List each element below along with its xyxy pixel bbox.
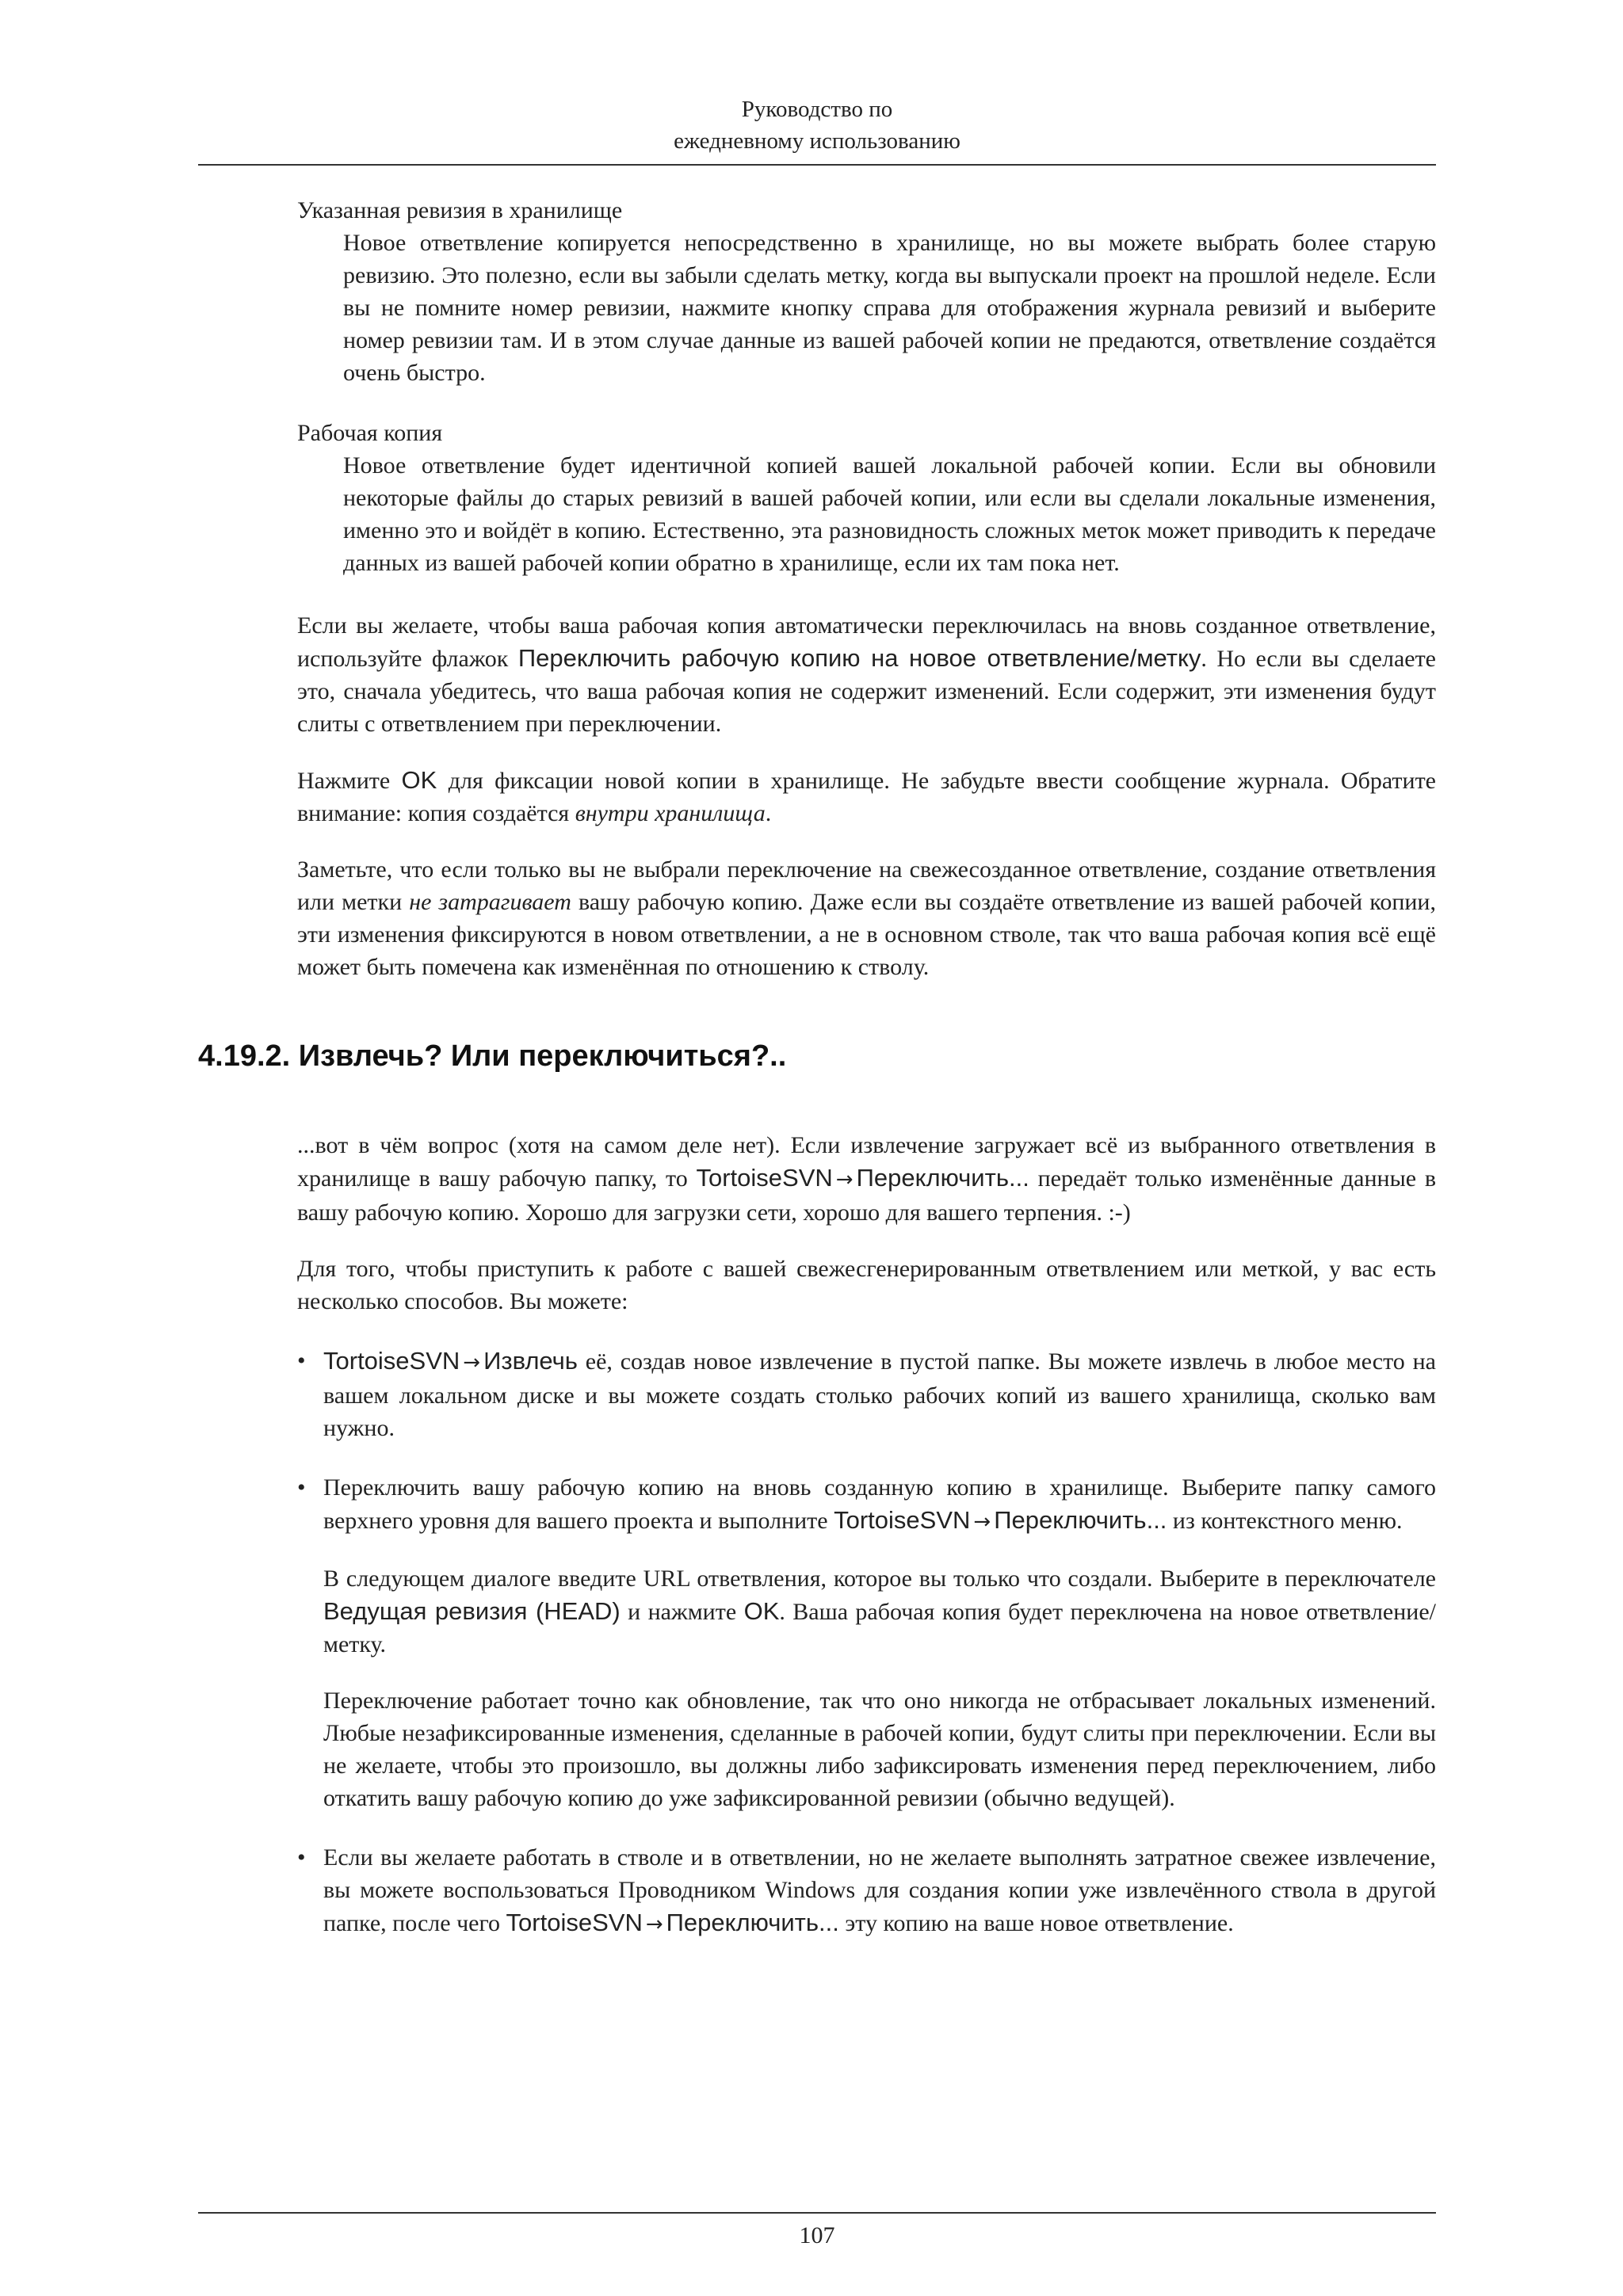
ui-menu-checkout: Извлечь [483,1347,578,1375]
ui-menu-tortoisesvn: TortoiseSVN [323,1347,460,1375]
ui-menu-switch: Переключить... [994,1506,1167,1534]
ui-checkbox-label: Переключить рабочую копию на новое ответвление/метку [517,644,1201,672]
paragraph-switch-checkbox: Если вы желаете, чтобы ваша рабочая копия автоматически переключилась на вновь созданное ответвление, используйте флажок Переключить рабочую копию на новое ответвление/метку. Но если вы сделаете это, сначала убедитесь, что ваша рабочая копия не содержит изменений. Если содержит, эти изменения будут слиты с ответвлением при переключении. [297,612,1436,737]
bullet-icon: • [297,1348,306,1374]
ui-menu-switch: Переключить... [666,1909,839,1936]
paragraph-intro: ...вот в чём вопрос (хотя на самом деле нет). Если извлечение загружает всё из выбранного ответвления в хранилище в вашу рабочую папку, то TortoiseSVN → Переключить... передаёт только изменённые данные в вашу рабочую копию. Хорошо для загрузки сети, хорошо для вашего терпения. :-) [297,1132,1436,1226]
ui-menu-switch: Переключить... [856,1164,1029,1192]
running-header [198,93,1436,157]
definition-text: Новое ответвление будет идентичной копией вашей локальной рабочей копии. Если вы обновили некоторые файлы до старых ревизий в вашей рабочей копии, или если вы сделали локальные изменения, именно это и войдёт в копию. Естественно, эта разновидность сложных меток может приводить к передаче данных из вашей рабочей копии обратно в хранилище, если их там пока нет. [343,452,1436,576]
arrow-icon: → [973,1510,991,1534]
ui-radio-head-revision: Ведущая ревизия (HEAD) [323,1597,621,1625]
bullet-icon: • [297,1474,306,1501]
header-line-1: Руководство по [741,97,893,122]
ui-menu-tortoisesvn: TortoiseSVN [834,1506,971,1534]
ui-ok-label: OK [743,1597,780,1625]
section-title: 4.19.2. Извлечь? Или переключиться?.. [198,1039,787,1073]
definition-term: Рабочая копия [297,420,443,446]
main-content-bottom [297,1129,1436,1941]
page-number: 107 [799,2222,835,2248]
list-item: • TortoiseSVN → Извлечь её, создав новое извлечение в пустой папке. Вы можете извлечь в любое место на вашем локальном диске и вы можете создать столько рабочих копий из вашего хранилища, сколько вам нужно. [297,1344,1436,1444]
arrow-icon: → [645,1913,663,1936]
emphasis-text: не затрагивает [409,889,571,915]
emphasis-text: внутри хранилища [575,800,766,826]
footer-rule [198,2212,1436,2214]
ui-menu-tortoisesvn: TortoiseSVN [696,1164,833,1192]
paragraph-note: Заметьте, что если только вы не выбрали переключение на свежесозданное ответвление, создание ответвления или метки не затрагивает вашу рабочую копию. Даже если вы создаёте ответвление из вашей рабочей копии, эти изменения фиксируются в новом ответвлении, а не в основном стволе, так что ваша рабочая копия всё ещё может быть помечена как изменённая по отношению к стволу. [297,856,1436,980]
paragraph-ok-commit: Нажмите OK для фиксации новой копии в хранилище. Не забудьте ввести сообщение журнала. Обратите внимание: копия создаётся внутри хранилища. [297,766,1436,826]
arrow-icon: → [463,1351,481,1375]
ui-ok-label: OK [401,766,437,794]
header-rule [198,164,1436,166]
arrow-icon: → [835,1168,854,1192]
bullet-icon: • [297,1844,306,1871]
definition-text: Новое ответвление копируется непосредственно в хранилище, но вы можете выбрать более старую ревизию. Это полезно, если вы забыли сделать метку, когда вы выпускали проект на прошлой неделе. Если вы не помните номер ревизии, нажмите кнопку справа для отображения журнала ревизий и выберите номер ревизии там. И в этом случае данные из вашей рабочей копии не предаются, ответвление создаётся очень быстро. [343,230,1436,386]
list-item: • Если вы желаете работать в стволе и в ответвлении, но не желаете выполнять затратное свежее извлечение, вы можете воспользоваться Проводником Windows для создания копии уже извлечённого ствола в другой папке, после чего TortoiseSVN → Переключить... эту копию на ваше новое ответвление. [297,1841,1436,1941]
ui-menu-tortoisesvn: TortoiseSVN [506,1909,643,1936]
paragraph-options: Для того, чтобы приступить к работе с вашей свежесгенерированным ответвлением или меткой, у вас есть несколько способов. Вы можете: [297,1256,1436,1314]
list-item: • Переключить вашу рабочую копию на вновь созданную копию в хранилище. Выберите папку самого верхнего уровня для вашего проекта и выполните TortoiseSVN → Переключить... из контекстного меню. В следующем диалоге введите URL ответвления, которое вы только что создали. Выберите в переключателе Ведущая ревизия (HEAD) и нажмите OK. Ваша рабочая копия будет переключена на новое ответвление/метку. Переключение работает точно как обновление, так что оно никогда не отбрасывает локальных изменений. Любые незафиксированные изменения, сделанные в рабочей копии, будут слиты при переключении. Если вы не желаете, чтобы это произошло, вы должны либо зафиксировать изменения перед переключением, либо откатить вашу рабочую копию до уже зафиксированной ревизии (обычно ведущей). [297,1471,1436,1814]
header-line-2: ежедневному использованию [674,128,960,154]
definition-term: Указанная ревизия в хранилище [297,197,623,223]
main-content-top [297,194,1436,983]
